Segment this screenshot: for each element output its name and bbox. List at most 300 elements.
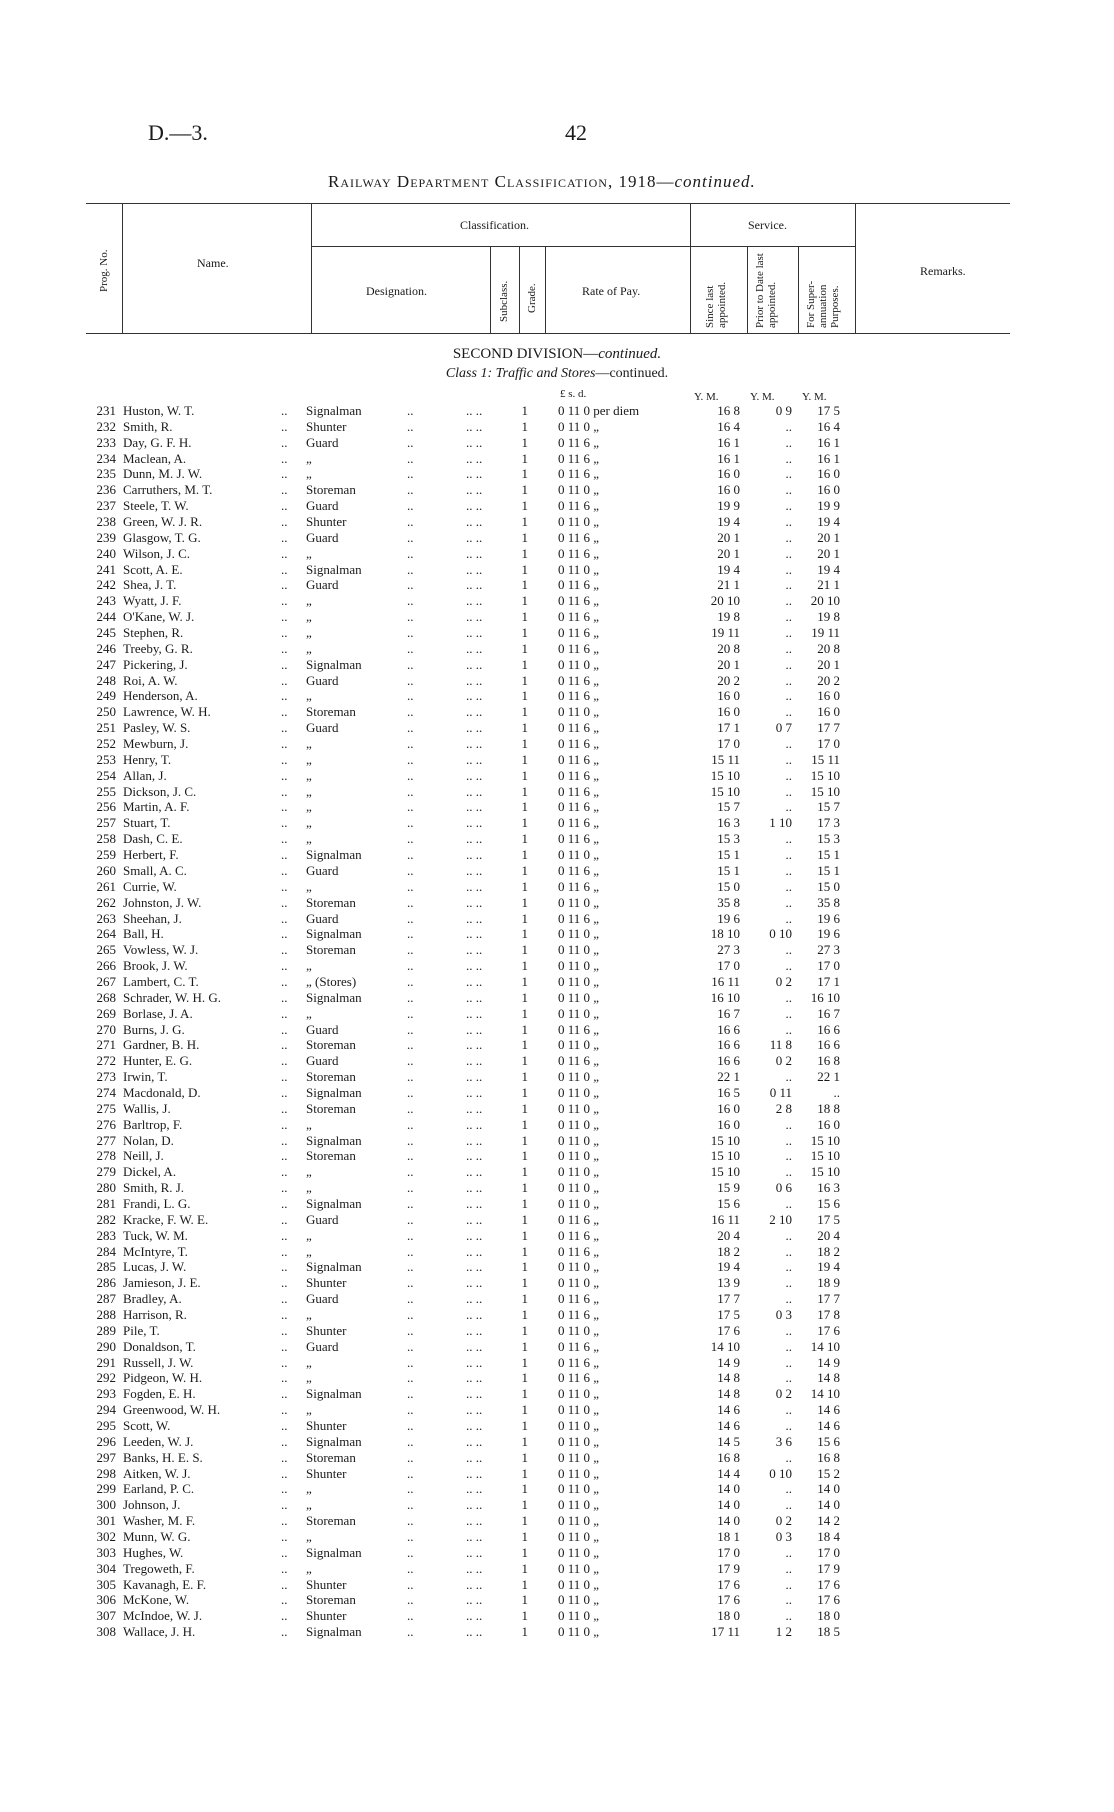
service-superannuation: 16 8 <box>817 1449 840 1465</box>
rate-of-pay: 0 11 0 „ <box>558 1116 600 1132</box>
table-row <box>0 1037 1114 1053</box>
service-superannuation: 19 4 <box>817 1259 840 1275</box>
service-since-last: 19 4 <box>717 514 740 530</box>
prog-number: 300 <box>96 1497 116 1513</box>
leader-dots: .. .. <box>466 1402 483 1418</box>
leader-dots: .. .. <box>466 736 483 752</box>
service-prior: .. <box>785 799 792 815</box>
service-superannuation: 16 10 <box>810 989 840 1005</box>
rate-of-pay: 0 11 0 „ <box>558 482 600 498</box>
leader-dots: .. <box>407 593 414 609</box>
leader-dots: .. <box>281 1291 288 1307</box>
grade: 1 <box>521 862 528 878</box>
service-since-last: 14 6 <box>717 1402 740 1418</box>
leader-dots: .. <box>281 1084 288 1100</box>
employee-name: Pasley, W. S. <box>123 720 191 736</box>
leader-dots: .. <box>281 1592 288 1608</box>
table-row <box>0 1291 1114 1307</box>
service-prior: .. <box>785 910 792 926</box>
grade: 1 <box>521 751 528 767</box>
service-since-last: 15 10 <box>710 783 740 799</box>
leader-dots: .. .. <box>466 640 483 656</box>
service-prior: .. <box>785 1370 792 1386</box>
leader-dots: .. .. <box>466 593 483 609</box>
employee-name: Irwin, T. <box>123 1069 168 1085</box>
designation: Guard <box>306 434 339 450</box>
grade: 1 <box>521 498 528 514</box>
service-superannuation: 17 1 <box>817 973 840 989</box>
service-superannuation: 20 1 <box>817 656 840 672</box>
designation: Signalman <box>306 656 362 672</box>
employee-name: Donaldson, T. <box>123 1338 196 1354</box>
service-prior: 0 3 <box>775 1306 792 1322</box>
grade: 1 <box>521 910 528 926</box>
service-since-last: 17 9 <box>717 1560 740 1576</box>
leader-dots: .. .. <box>466 1291 483 1307</box>
table-row <box>0 784 1114 800</box>
service-superannuation: 15 1 <box>817 862 840 878</box>
leader-dots: .. <box>281 878 288 894</box>
service-prior: .. <box>785 1227 792 1243</box>
employee-name: Kavanagh, E. F. <box>123 1576 207 1592</box>
table-row <box>0 593 1114 609</box>
service-prior: .. <box>785 498 792 514</box>
prog-number: 287 <box>96 1291 116 1307</box>
rate-of-pay: 0 11 6 „ <box>558 751 600 767</box>
table-row <box>0 1323 1114 1339</box>
rate-of-pay: 0 11 0 „ <box>558 1037 600 1053</box>
table-row <box>0 482 1114 498</box>
designation: „ <box>306 736 312 752</box>
grade: 1 <box>521 672 528 688</box>
rate-of-pay: 0 11 0 „ <box>558 1560 600 1576</box>
leader-dots: .. <box>281 403 288 418</box>
employee-name: Schrader, W. H. G. <box>123 989 222 1005</box>
header-rate-of-pay: Rate of Pay. <box>582 284 641 298</box>
leader-dots: .. .. <box>466 847 483 863</box>
service-superannuation: 18 9 <box>817 1275 840 1291</box>
leader-dots: .. <box>281 1195 288 1211</box>
service-superannuation: 14 10 <box>810 1338 840 1354</box>
designation: „ <box>306 751 312 767</box>
designation: „ <box>306 1116 312 1132</box>
employee-name: McIndoe, W. J. <box>123 1608 203 1624</box>
header-prog-no: Prog. No. <box>98 249 110 292</box>
leader-dots: .. .. <box>466 561 483 577</box>
service-superannuation: 14 8 <box>817 1370 840 1386</box>
service-superannuation: 16 6 <box>817 1037 840 1053</box>
table-row <box>0 799 1114 815</box>
grade: 1 <box>521 561 528 577</box>
leader-dots: .. .. <box>466 1069 483 1085</box>
leader-dots: .. .. <box>466 1497 483 1513</box>
leader-dots: .. <box>407 482 414 498</box>
leader-dots: .. <box>281 1227 288 1243</box>
grade: 1 <box>521 1195 528 1211</box>
prog-number: 269 <box>96 1005 116 1021</box>
service-since-last: 16 0 <box>717 704 740 720</box>
designation: Guard <box>306 1291 339 1307</box>
designation: Shunter <box>306 514 347 530</box>
designation: Guard <box>306 529 339 545</box>
table-row <box>0 419 1114 435</box>
leader-dots: .. <box>407 799 414 815</box>
service-prior: 11 8 <box>769 1037 792 1053</box>
grade: 1 <box>521 1433 528 1449</box>
leader-dots: .. <box>407 1529 414 1545</box>
designation: „ <box>306 1164 312 1180</box>
table-row <box>0 736 1114 752</box>
leader-dots: .. .. <box>466 751 483 767</box>
table-row <box>0 895 1114 911</box>
leader-dots: .. <box>407 1195 414 1211</box>
service-prior: .. <box>785 831 792 847</box>
grade: 1 <box>521 1148 528 1164</box>
rate-of-pay: 0 11 6 „ <box>558 815 600 831</box>
rate-of-pay: 0 11 6 „ <box>558 609 600 625</box>
grade: 1 <box>521 1259 528 1275</box>
leader-dots: .. <box>407 1322 414 1338</box>
leader-dots: .. <box>281 1306 288 1322</box>
service-since-last: 16 1 <box>717 450 740 466</box>
service-prior: .. <box>785 1608 792 1624</box>
table-row <box>0 435 1114 451</box>
leader-dots: .. <box>407 1243 414 1259</box>
designation: Guard <box>306 862 339 878</box>
leader-dots: .. .. <box>466 1449 483 1465</box>
leader-dots: .. .. <box>466 1259 483 1275</box>
service-prior: 0 10 <box>769 926 792 942</box>
designation: „ <box>306 593 312 609</box>
service-since-last: 15 9 <box>717 1180 740 1196</box>
leader-dots: .. <box>281 1132 288 1148</box>
leader-dots: .. <box>281 1148 288 1164</box>
service-superannuation: 15 0 <box>817 878 840 894</box>
grade: 1 <box>521 418 528 434</box>
service-superannuation: 19 8 <box>817 609 840 625</box>
designation: Shunter <box>306 1275 347 1291</box>
table-row <box>0 1497 1114 1513</box>
designation: „ <box>306 831 312 847</box>
prog-number: 277 <box>96 1132 116 1148</box>
employee-name: McIntyre, T. <box>123 1243 188 1259</box>
table-row <box>0 720 1114 736</box>
rate-of-pay: 0 11 6 „ <box>558 545 600 561</box>
prog-number: 280 <box>96 1180 116 1196</box>
leader-dots: .. <box>407 1084 414 1100</box>
designation: Signalman <box>306 1132 362 1148</box>
service-prior: .. <box>785 704 792 720</box>
grade: 1 <box>521 831 528 847</box>
designation: Storeman <box>306 1069 356 1085</box>
service-prior: 0 2 <box>775 1386 792 1402</box>
service-prior: 1 10 <box>769 815 792 831</box>
leader-dots: .. <box>281 1513 288 1529</box>
designation: Shunter <box>306 1576 347 1592</box>
service-since-last: 16 6 <box>717 1053 740 1069</box>
leader-dots: .. <box>281 1560 288 1576</box>
service-superannuation: 17 8 <box>817 1306 840 1322</box>
service-since-last: 17 6 <box>717 1576 740 1592</box>
header-since-last: Since last appointed. <box>704 281 728 328</box>
super-units: Y. M. <box>802 391 827 403</box>
service-since-last: 20 1 <box>717 656 740 672</box>
grade: 1 <box>521 1418 528 1433</box>
employee-name: Borlase, J. A. <box>123 1005 193 1021</box>
grade: 1 <box>521 434 528 450</box>
employee-name: Leeden, W. J. <box>123 1433 194 1449</box>
service-since-last: 16 11 <box>711 1211 740 1227</box>
table-row <box>0 1402 1114 1418</box>
prog-number: 302 <box>96 1529 116 1545</box>
leader-dots: .. .. <box>466 926 483 942</box>
service-since-last: 16 6 <box>717 1037 740 1053</box>
designation: Guard <box>306 720 339 736</box>
service-superannuation: 16 1 <box>817 434 840 450</box>
table-row <box>0 688 1114 704</box>
service-since-last: 18 1 <box>717 1529 740 1545</box>
leader-dots: .. <box>281 973 288 989</box>
designation: „ <box>306 640 312 656</box>
prog-number: 299 <box>96 1481 116 1497</box>
table-row <box>0 911 1114 927</box>
designation: Storeman <box>306 1037 356 1053</box>
service-prior: 2 8 <box>775 1100 792 1116</box>
leader-dots: .. <box>407 1624 414 1640</box>
service-superannuation: 15 1 <box>817 847 840 863</box>
grade: 1 <box>521 767 528 783</box>
service-prior: 0 2 <box>775 973 792 989</box>
rate-of-pay: 0 11 6 „ <box>558 1021 600 1037</box>
table-row <box>0 752 1114 768</box>
employee-name: Hunter, E. G. <box>123 1053 193 1069</box>
designation: Storeman <box>306 1148 356 1164</box>
leader-dots: .. <box>281 609 288 625</box>
service-since-last: 20 2 <box>717 672 740 688</box>
rate-of-pay: 0 11 6 „ <box>558 1211 600 1227</box>
service-since-last: 27 3 <box>717 942 740 958</box>
service-prior: 0 9 <box>775 403 792 418</box>
service-superannuation: 20 1 <box>817 545 840 561</box>
grade: 1 <box>521 656 528 672</box>
prog-number: 255 <box>96 783 116 799</box>
leader-dots: .. .. <box>466 1322 483 1338</box>
prog-number: 291 <box>96 1354 116 1370</box>
leader-dots: .. <box>407 498 414 514</box>
service-since-last: 15 10 <box>710 1164 740 1180</box>
rate-of-pay: 0 11 0 „ <box>558 1180 600 1196</box>
service-since-last: 16 0 <box>717 466 740 482</box>
designation: Signalman <box>306 1386 362 1402</box>
rate-of-pay: 0 11 0 „ <box>558 1608 600 1624</box>
leader-dots: .. .. <box>466 1243 483 1259</box>
employee-name: Small, A. C. <box>123 862 187 878</box>
rate-of-pay: 0 11 0 „ <box>558 1275 600 1291</box>
service-since-last: 14 10 <box>710 1338 740 1354</box>
designation: Storeman <box>306 1449 356 1465</box>
service-since-last: 15 10 <box>710 1148 740 1164</box>
prog-number: 297 <box>96 1449 116 1465</box>
table-row <box>0 1053 1114 1069</box>
service-since-last: 20 10 <box>710 593 740 609</box>
service-since-last: 15 0 <box>717 878 740 894</box>
prog-number: 306 <box>96 1592 116 1608</box>
table-row <box>0 403 1114 419</box>
grade: 1 <box>521 577 528 593</box>
designation: Guard <box>306 910 339 926</box>
designation: Signalman <box>306 561 362 577</box>
designation: „ <box>306 1243 312 1259</box>
leader-dots: .. <box>407 973 414 989</box>
designation: Shunter <box>306 1418 347 1433</box>
prog-number: 295 <box>96 1418 116 1433</box>
designation: „ <box>306 1497 312 1513</box>
leader-dots: .. <box>281 656 288 672</box>
prog-number: 301 <box>96 1513 116 1529</box>
table-row <box>0 514 1114 530</box>
service-since-last: 21 1 <box>717 577 740 593</box>
leader-dots: .. <box>407 1100 414 1116</box>
leader-dots: .. .. <box>466 720 483 736</box>
leader-dots: .. .. <box>466 783 483 799</box>
service-since-last: 16 0 <box>717 482 740 498</box>
table-row <box>0 1370 1114 1386</box>
service-prior: 0 10 <box>769 1465 792 1481</box>
employee-name: Green, W. J. R. <box>123 514 203 530</box>
employee-name: Dickson, J. C. <box>123 783 197 799</box>
leader-dots: .. <box>281 466 288 482</box>
employee-name: Hughes, W. <box>123 1544 184 1560</box>
header-name: Name. <box>197 256 229 270</box>
grade: 1 <box>521 529 528 545</box>
leader-dots: .. <box>407 403 414 418</box>
service-superannuation: 16 8 <box>817 1053 840 1069</box>
table-row <box>0 451 1114 467</box>
service-superannuation: 16 1 <box>817 450 840 466</box>
service-since-last: 19 4 <box>717 561 740 577</box>
rate-of-pay: 0 11 0 „ <box>558 1402 600 1418</box>
rate-of-pay: 0 11 6 „ <box>558 1291 600 1307</box>
service-since-last: 15 10 <box>710 767 740 783</box>
service-prior: .. <box>785 529 792 545</box>
service-since-last: 18 2 <box>717 1243 740 1259</box>
table-row <box>0 815 1114 831</box>
designation: Signalman <box>306 1195 362 1211</box>
designation: „ <box>306 1180 312 1196</box>
table-row <box>0 1481 1114 1497</box>
grade: 1 <box>521 1037 528 1053</box>
service-since-last: 15 11 <box>711 751 740 767</box>
service-prior: .. <box>785 1021 792 1037</box>
leader-dots: .. .. <box>466 1148 483 1164</box>
table-row <box>0 1006 1114 1022</box>
designation: „ <box>306 1306 312 1322</box>
leader-dots: .. .. <box>466 1433 483 1449</box>
leader-dots: .. <box>281 1069 288 1085</box>
service-since-last: 16 7 <box>717 1005 740 1021</box>
prog-number: 271 <box>96 1037 116 1053</box>
leader-dots: .. <box>281 545 288 561</box>
table-row <box>0 1101 1114 1117</box>
service-prior: .. <box>785 1322 792 1338</box>
leader-dots: .. .. <box>466 656 483 672</box>
employee-name: Roi, A. W. <box>123 672 178 688</box>
prog-number: 288 <box>96 1306 116 1322</box>
leader-dots: .. .. <box>466 1354 483 1370</box>
service-superannuation: 35 8 <box>817 894 840 910</box>
employee-name: Burns, J. G. <box>123 1021 185 1037</box>
prog-number: 232 <box>96 418 116 434</box>
service-prior: .. <box>785 894 792 910</box>
employee-name: Pidgeon, W. H. <box>123 1370 203 1386</box>
service-superannuation: 15 7 <box>817 799 840 815</box>
leader-dots: .. <box>407 1608 414 1624</box>
employee-name: Currie, W. <box>123 878 177 894</box>
grade: 1 <box>521 847 528 863</box>
designation: „ <box>306 1481 312 1497</box>
grade: 1 <box>521 1497 528 1513</box>
leader-dots: .. <box>407 1259 414 1275</box>
prog-number: 233 <box>96 434 116 450</box>
employee-name: Pickering, J. <box>123 656 188 672</box>
service-prior: .. <box>785 482 792 498</box>
grade: 1 <box>521 1449 528 1465</box>
rate-of-pay: 0 11 6 „ <box>558 831 600 847</box>
service-prior: .. <box>785 847 792 863</box>
rate-of-pay: 0 11 0 „ <box>558 1465 600 1481</box>
leader-dots: .. <box>281 799 288 815</box>
prog-number: 237 <box>96 498 116 514</box>
leader-dots: .. .. <box>466 1544 483 1560</box>
service-since-last: 14 4 <box>717 1465 740 1481</box>
leader-dots: .. <box>407 1005 414 1021</box>
leader-dots: .. <box>407 704 414 720</box>
employee-name: Scott, A. E. <box>123 561 183 577</box>
leader-dots: .. .. <box>466 466 483 482</box>
table-row <box>0 498 1114 514</box>
table-row <box>0 1545 1114 1561</box>
leader-dots: .. .. <box>466 672 483 688</box>
leader-dots: .. .. <box>466 1370 483 1386</box>
grade: 1 <box>521 1465 528 1481</box>
service-superannuation: 21 1 <box>817 577 840 593</box>
designation: Shunter <box>306 1322 347 1338</box>
service-since-last: 15 3 <box>717 831 740 847</box>
employee-name: Neill, J. <box>123 1148 164 1164</box>
leader-dots: .. .. <box>466 1529 483 1545</box>
prog-number: 256 <box>96 799 116 815</box>
leader-dots: .. <box>407 1306 414 1322</box>
grade: 1 <box>521 989 528 1005</box>
prog-number: 257 <box>96 815 116 831</box>
leader-dots: .. .. <box>466 958 483 974</box>
leader-dots: .. <box>407 1497 414 1513</box>
designation: Guard <box>306 577 339 593</box>
prog-number: 239 <box>96 529 116 545</box>
leader-dots: .. <box>407 720 414 736</box>
service-prior: 1 2 <box>775 1624 792 1640</box>
service-prior: .. <box>785 1116 792 1132</box>
employee-name: Harrison, R. <box>123 1306 187 1322</box>
leader-dots: .. <box>281 942 288 958</box>
leader-dots: .. <box>407 1275 414 1291</box>
grade: 1 <box>521 736 528 752</box>
header-remarks: Remarks. <box>920 264 966 278</box>
leader-dots: .. <box>407 1481 414 1497</box>
employee-name: Ball, H. <box>123 926 164 942</box>
leader-dots: .. .. <box>466 1021 483 1037</box>
prog-number: 290 <box>96 1338 116 1354</box>
